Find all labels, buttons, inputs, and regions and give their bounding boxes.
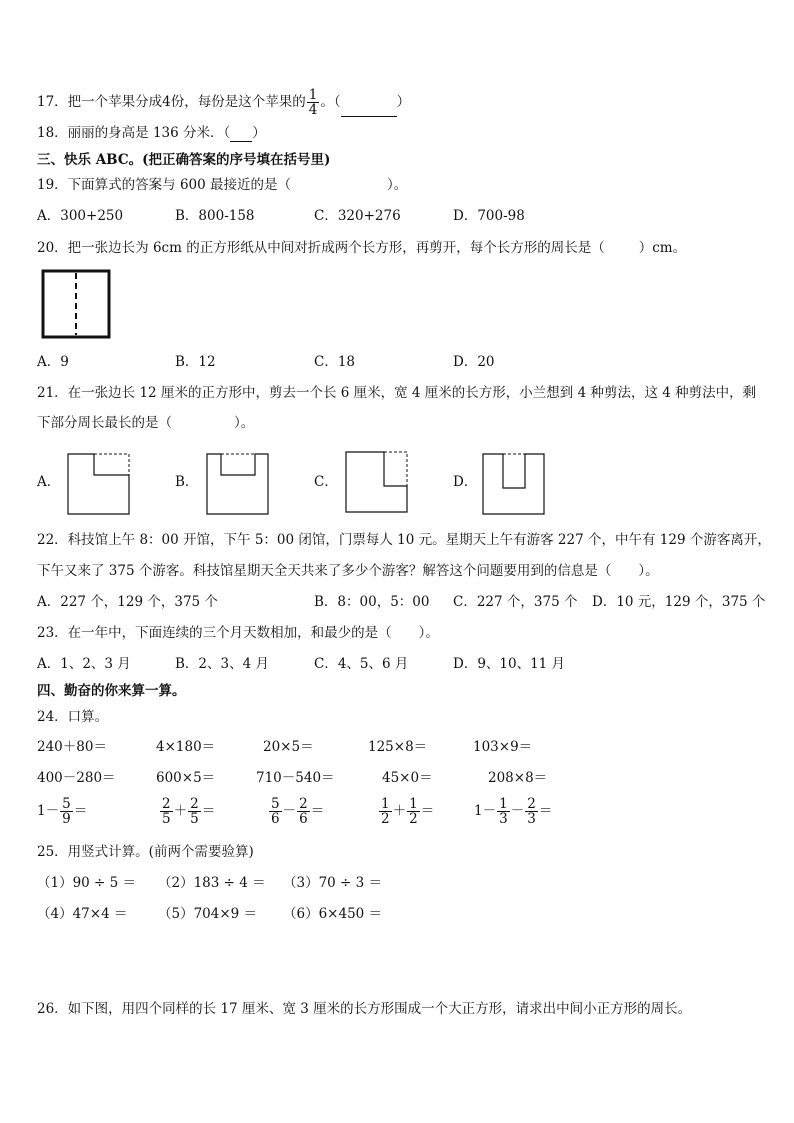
q22-option-c[interactable]: C．227 个，375 个 [453,594,578,610]
q25-item-4: （4）47×4 ＝ [37,906,128,922]
q21-option-b[interactable]: B． [175,474,199,490]
q19-option-d[interactable]: D．700-98 [453,208,525,224]
q24-row2-item-5: 208×8＝ [488,770,548,786]
q20-option-b[interactable]: B．12 [175,354,216,370]
q23-option-c[interactable]: C．4、5、6 月 [314,656,409,672]
q21-option-c[interactable]: C． [314,474,338,490]
q17-text: 17．把一个苹果分成4份，每份是这个苹果的 [37,94,306,110]
q22-option-b[interactable]: B．8：00，5：00 [314,594,430,610]
q20-option-a[interactable]: A．9 [37,354,69,370]
q24-row3-item-1: 1－ $\frac{5}{9}$ ＝ [37,796,88,827]
q25-item-6: （6）6×450 ＝ [283,906,383,922]
q24-row1-item-2: 4×180＝ [156,739,216,755]
question-22-line-1: 22．科技馆上午 8：00 开馆，下午 5：00 闭馆，门票每人 10 元。星期天上午有游客 227 个，中午有 129 个游客离开， [37,532,771,548]
q25-item-1: （1）90 ÷ 5 ＝ [37,875,137,891]
question-18: 18．丽丽的身高是 136 分米．（ ） [37,125,266,141]
q24-row2-item-2: 600×5＝ [156,770,216,786]
q24-row2-item-3: 710－540＝ [256,770,335,786]
q19-option-a[interactable]: A．300+250 [37,208,124,224]
q24-row3-item-2: $\frac{2}{5}$ ＋ $\frac{2}{5}$ ＝ [162,796,216,827]
q24-row3-item-4: $\frac{1}{2}$ ＋ $\frac{1}{2}$ ＝ [381,796,435,827]
question-21-line-1: 21．在一张边长 12 厘米的正方形中，剪去一个长 6 厘米，宽 4 厘米的长方形，小兰想到 4 种剪法，这 4 种剪法中，剩 [37,385,757,401]
question-19: 19．下面算式的答案与 600 最接近的是（ ）。 [37,177,408,193]
q24-row2-item-1: 400－280＝ [37,770,116,786]
q25-item-3: （3）70 ÷ 3 ＝ [283,875,383,891]
question-24-title: 24．口算。 [37,709,109,725]
q18-answer-blank[interactable] [230,127,252,142]
q19-option-c[interactable]: C．320+276 [314,208,401,224]
q21-figure-c [344,449,410,515]
question-23: 23．在一年中，下面连续的三个月天数相加，和最少的是（ ）。 [37,625,439,641]
q23-option-b[interactable]: B．2、3、4 月 [175,656,269,672]
q22-option-d[interactable]: D．10 元，129 个，375 个 [592,594,766,610]
q24-row3-item-3: $\frac{5}{6}$ － $\frac{2}{6}$ ＝ [271,796,325,827]
question-25-title: 25．用竖式计算。(前两个需要验算) [37,844,254,860]
question-20: 20．把一张边长为 6cm 的正方形纸从中间对折成两个长方形，再剪开，每个长方形的周长是（ ）cm。 [37,240,687,256]
question-21-line-2: 下部分周长最长的是（ ）。 [37,415,255,431]
q24-row3-item-5: 1－ $\frac{1}{3}$ － $\frac{2}{3}$ ＝ [474,796,553,827]
section-4-heading: 四、勤奋的你来算一算。 [37,683,186,699]
q21-option-d[interactable]: D． [453,474,478,490]
q24-row1-item-1: 240＋80＝ [37,739,107,755]
q23-option-a[interactable]: A．1、2、3 月 [37,656,131,672]
q25-item-2: （2）183 ÷ 4 ＝ [158,875,266,891]
q24-row1-item-4: 125×8＝ [368,739,428,755]
q17-fraction: $\frac{1}{4}$ [308,87,318,118]
question-17: 17．把一个苹果分成4份，每份是这个苹果的 $\frac{1}{4}$ 。（ ） [37,87,411,118]
q20-option-c[interactable]: C．18 [314,354,356,370]
question-26: 26．如下图，用四个同样的长 17 厘米、宽 3 厘米的长方形围成一个大正方形，请求出中间小正方形的周长。 [37,1001,692,1017]
q23-option-d[interactable]: D．9、10、11 月 [453,656,566,672]
q21-figure-a [66,451,132,517]
question-22-line-2: 下午又来了 375 个游客。科技馆星期天全天共来了多少个游客？解答这个问题要用到的信息是（ ）。 [37,563,659,579]
q21-figure-d [481,451,547,517]
q20-option-d[interactable]: D．20 [453,354,495,370]
q17-answer-blank[interactable] [341,102,397,117]
q24-row1-item-3: 20×5＝ [263,739,314,755]
q22-option-a[interactable]: A．227 个，129 个，375 个 [37,594,218,610]
q19-option-b[interactable]: B．800-158 [175,208,255,224]
q25-item-5: （5）704×9 ＝ [158,906,258,922]
q24-row2-item-4: 45×0＝ [382,770,433,786]
q24-row1-item-5: 103×9＝ [473,739,533,755]
section-3-heading: 三、快乐 ABC。(把正确答案的序号填在括号里) [37,152,331,168]
q21-figure-b [205,451,271,517]
q21-option-a[interactable]: A． [37,474,61,490]
q20-folded-square-figure [40,268,114,342]
